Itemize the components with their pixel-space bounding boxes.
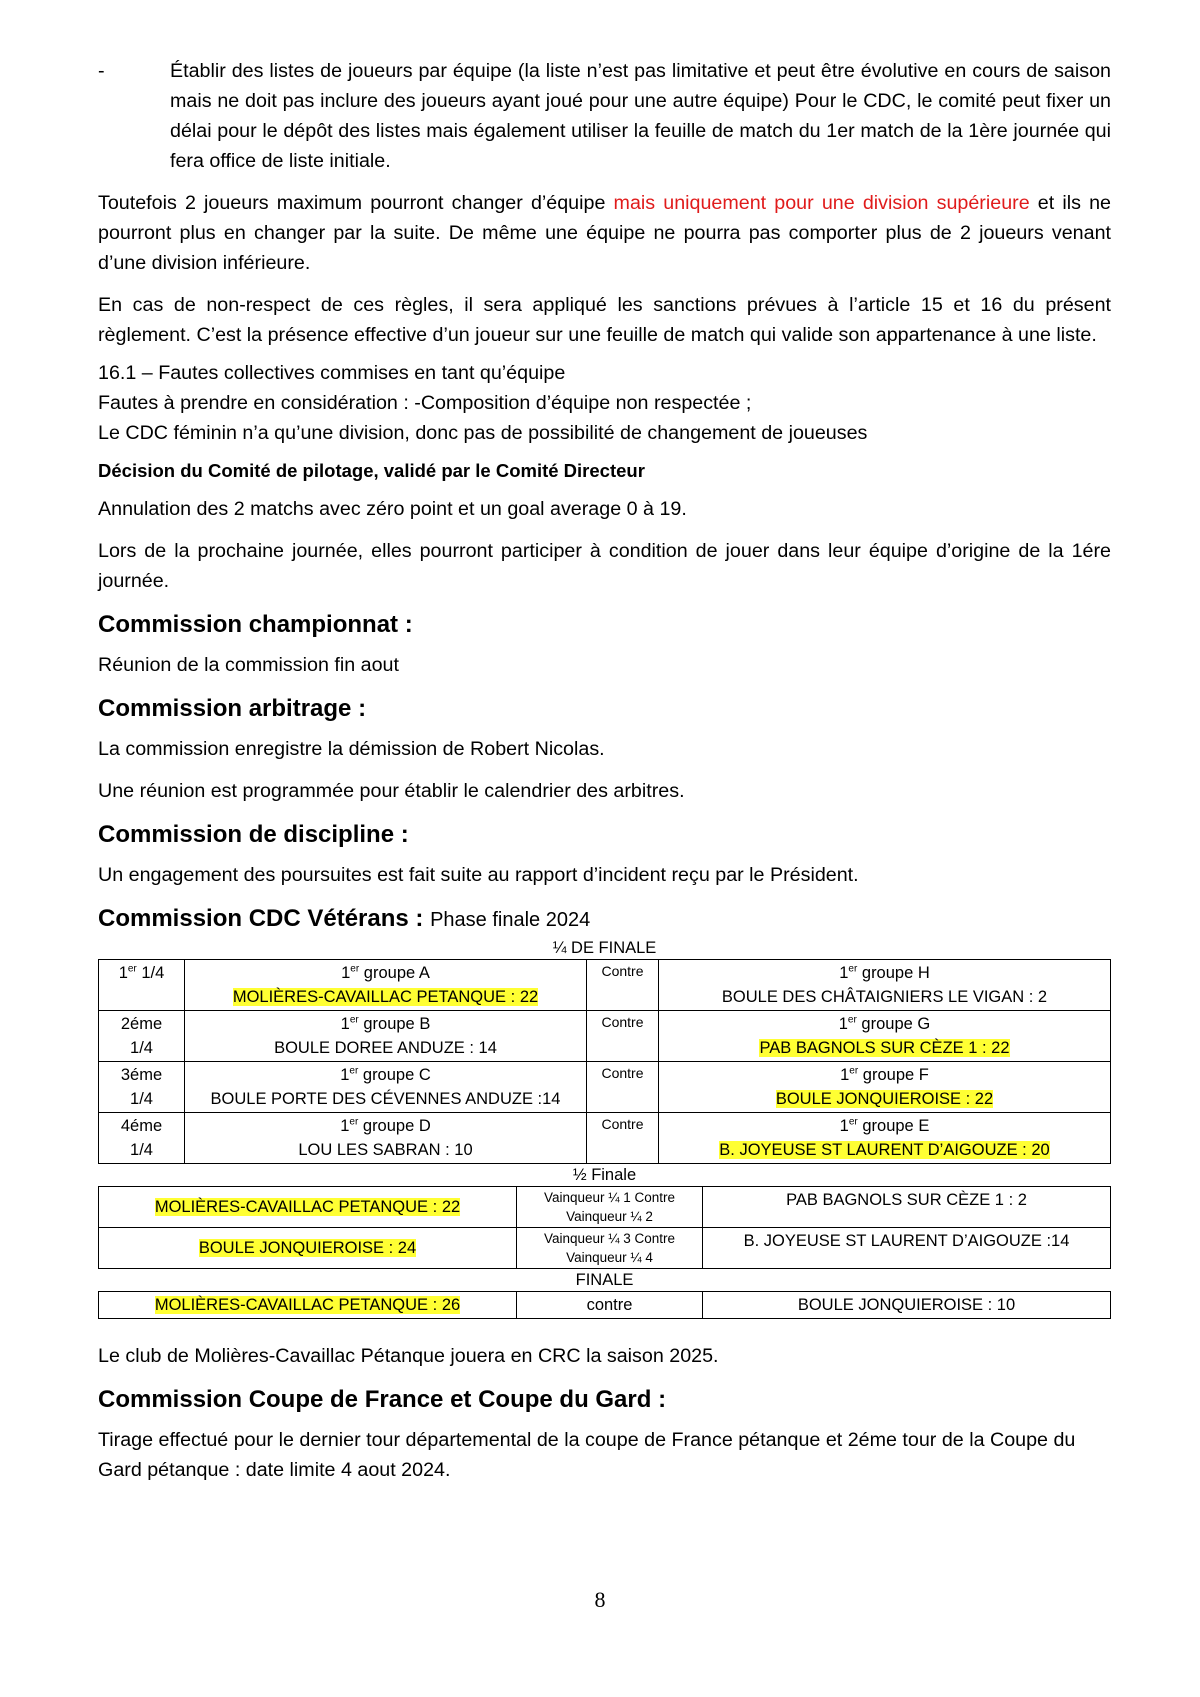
text-arbitrage-2: Une réunion est programmée pour établir le calendrier des arbitres. (98, 780, 685, 802)
table-row (99, 1011, 1111, 1062)
heading-coupe: Commission Coupe de France et Coupe du Gard : (98, 1386, 667, 1413)
contre-cell: Contre (587, 1113, 659, 1164)
paragraph-transfer-rule: Toutefois 2 joueurs maximum pourront changer d’équipe mais uniquement pour une division supérieure et ils ne pourront plus en changer par la suite. De même une équipe ne pourra pas comporter plus de 2 joueurs venant d’une division inférieure. (98, 192, 1111, 274)
team-cell: 1er groupe D LOU LES SABRAN : 10 (185, 1113, 587, 1164)
semi-final-caption: ½ Finale (572, 1166, 637, 1184)
team-cell: 1er groupe G PAB BAGNOLS SUR CÈZE 1 : 22 (659, 1011, 1111, 1062)
quarter-final-table (98, 959, 1111, 1164)
quarter-label: 1er 1/4 (99, 960, 185, 1011)
final-table (98, 1291, 1111, 1319)
winner-highlight: B. JOYEUSE ST LAURENT D’AIGOUZE : 20 (719, 1141, 1050, 1159)
table-row (99, 960, 1111, 1011)
paragraph-annulation: Annulation des 2 matchs avec zéro point et un goal average 0 à 19. (98, 498, 687, 520)
winner-highlight: PAB BAGNOLS SUR CÈZE 1 : 22 (759, 1039, 1010, 1057)
line-cdc-feminin: Le CDC féminin n’a qu’une division, donc pas de possibilité de changement de joueuses (98, 422, 868, 444)
quarter-final-caption: ¼ DE FINALE (552, 939, 657, 957)
text-coupe: Tirage effectué pour le dernier tour départemental de la coupe de France pétanque et 2éme tour de la Coupe du Gard pétanque : date limite 4 aout 2024. (98, 1429, 1076, 1481)
vainqueur-cell: Vainqueur ¼ 1 Contre Vainqueur ¼ 2 (517, 1187, 703, 1228)
text-discipline: Un engagement des poursuites est fait suite au rapport d’incident reçu par le Président. (98, 864, 859, 886)
team-cell: 1er groupe B BOULE DOREE ANDUZE : 14 (185, 1011, 587, 1062)
line-fautes: Fautes à prendre en considération : -Composition d’équipe non respectée ; (98, 392, 752, 414)
decision-heading: Décision du Comité de pilotage, validé par le Comité Directeur (98, 460, 645, 481)
semi-final-table (98, 1186, 1111, 1269)
team-cell: B. JOYEUSE ST LAURENT D’AIGOUZE :14 (703, 1228, 1111, 1269)
contre-cell: Contre (587, 960, 659, 1011)
winner-highlight: MOLIÈRES-CAVAILLAC PETANQUE : 26 (154, 1296, 461, 1314)
contre-cell: Contre (587, 1011, 659, 1062)
bullet-dash: - (98, 60, 105, 82)
bullet-item (98, 56, 1111, 176)
team-cell: 1er groupe A MOLIÈRES-CAVAILLAC PETANQUE : 22 (185, 960, 587, 1011)
table-row (99, 1062, 1111, 1113)
team-cell: 1er groupe F BOULE JONQUIEROISE : 22 (659, 1062, 1111, 1113)
team-cell: 1er groupe H BOULE DES CHÂTAIGNIERS LE VIGAN : 2 (659, 960, 1111, 1011)
contre-cell: Contre (587, 1062, 659, 1113)
table-row (99, 1113, 1111, 1164)
veterans-subheading: Phase finale 2024 (430, 909, 591, 931)
table-row (99, 1292, 1111, 1319)
table-row (99, 1187, 1111, 1228)
heading-arbitrage: Commission arbitrage : (98, 695, 367, 722)
paragraph-sanctions: En cas de non-respect de ces règles, il sera appliqué les sanctions prévues à l’article 15 et 16 du présent règlement. C’est la présence effective d’un joueur sur une feuille de match qui valide son appartenance à une liste. (98, 294, 1111, 346)
team-cell (99, 1228, 517, 1269)
quarter-label: 3éme 1/4 (99, 1062, 185, 1113)
team-cell: BOULE JONQUIEROISE : 10 (703, 1292, 1111, 1319)
document-page (98, 56, 1111, 1485)
quarter-label: 2éme 1/4 (99, 1011, 185, 1062)
text-championnat: Réunion de la commission fin aout (98, 654, 399, 676)
winner-highlight: MOLIÈRES-CAVAILLAC PETANQUE : 22 (232, 988, 539, 1006)
final-caption: FINALE (575, 1271, 634, 1289)
team-cell: 1er groupe C BOULE PORTE DES CÉVENNES ANDUZE :14 (185, 1062, 587, 1113)
text-arbitrage-1: La commission enregistre la démission de Robert Nicolas. (98, 738, 605, 760)
team-cell (99, 1187, 517, 1228)
winner-highlight: BOULE JONQUIEROISE : 24 (198, 1239, 417, 1257)
team-cell: 1er groupe E B. JOYEUSE ST LAURENT D’AIGOUZE : 20 (659, 1113, 1111, 1164)
paragraph-prochaine-journee: Lors de la prochaine journée, elles pourront participer à condition de jouer dans leur équipe d’origine de la 1ére journée. (98, 540, 1111, 592)
team-cell (99, 1292, 517, 1319)
winner-highlight: BOULE JONQUIEROISE : 22 (775, 1090, 994, 1108)
heading-veterans: Commission CDC Vétérans : Phase finale 2024 (98, 905, 591, 932)
red-emphasis: mais uniquement pour une division supérieure (613, 192, 1030, 214)
table-row (99, 1228, 1111, 1269)
vainqueur-cell: Vainqueur ¼ 3 Contre Vainqueur ¼ 4 (517, 1228, 703, 1269)
text-crc-2025: Le club de Molières-Cavaillac Pétanque jouera en CRC la saison 2025. (98, 1345, 719, 1367)
heading-championnat: Commission championnat : (98, 611, 413, 638)
line-16-1: 16.1 – Fautes collectives commises en tant qu’équipe (98, 362, 566, 384)
bullet-text: Établir des listes de joueurs par équipe (la liste n’est pas limitative et peut être évolutive en cours de saison mais ne doit pas inclure des joueurs ayant joué pour une autre équipe) Pour le CDC, le comité peut fixer un délai pour le dépôt des listes mais également utiliser la feuille de match du 1er match de la 1ère journée qui fera office de liste initiale. (170, 60, 1111, 172)
winner-highlight: MOLIÈRES-CAVAILLAC PETANQUE : 22 (154, 1198, 461, 1216)
contre-cell: contre (517, 1292, 703, 1319)
team-cell: PAB BAGNOLS SUR CÈZE 1 : 2 (703, 1187, 1111, 1228)
heading-discipline: Commission de discipline : (98, 821, 409, 848)
quarter-label: 4éme 1/4 (99, 1113, 185, 1164)
page-number: 8 (594, 1587, 606, 1612)
